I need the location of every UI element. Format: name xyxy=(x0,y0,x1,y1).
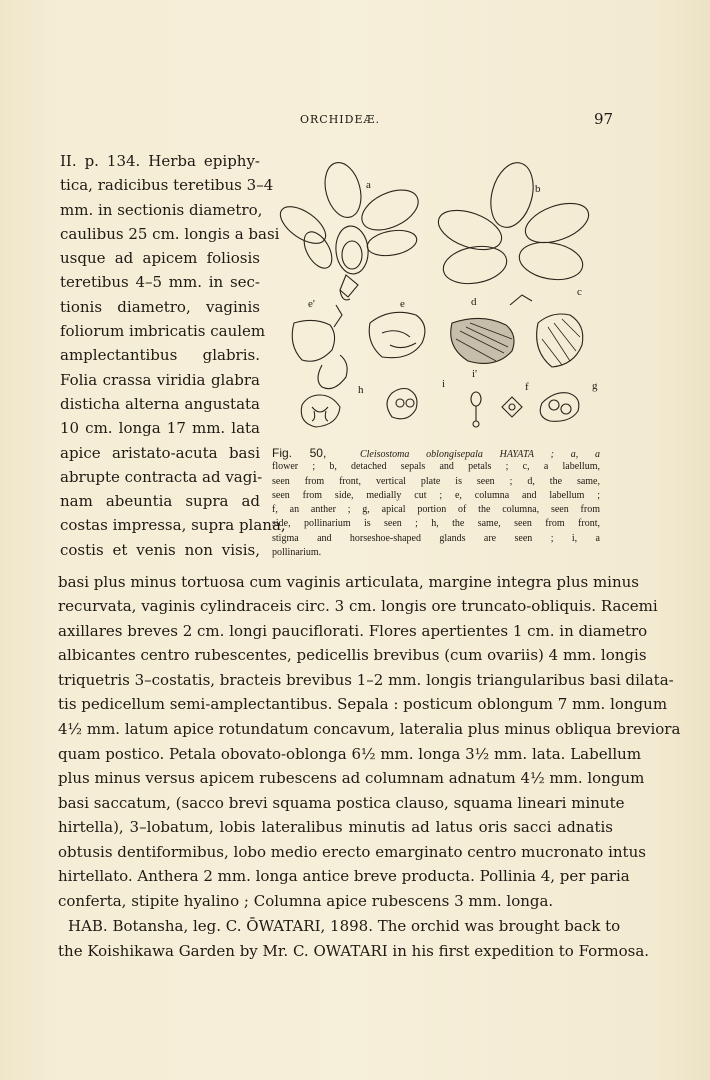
caption-line: seen from side, medially cut ; e, columna and labellum ; xyxy=(272,489,600,501)
figure-i-pollinarium xyxy=(387,389,417,419)
figure-c-labellum-front xyxy=(537,314,583,367)
column-line: costis et venis non visis, xyxy=(60,541,260,559)
caption-line: flower ; b, detached sepals and petals ; c, a labellum, xyxy=(272,461,600,473)
habitat-line: HAB. Botansha, leg. C. ŌWATARI, 1898. The orchid was brought back to xyxy=(68,917,621,935)
habitat-line: the Koishikawa Garden by Mr. C. OWATARI in his first expedition to Formosa. xyxy=(58,942,650,960)
column-line: Folia crassa viridia glabra xyxy=(60,371,260,389)
page-number: 97 xyxy=(594,110,614,128)
plate-letter-b: b xyxy=(535,183,541,195)
plate-letter-e: e xyxy=(400,298,405,310)
plate-letter-h: h xyxy=(358,384,364,396)
column-line: caulibus 25 cm. longis a basi xyxy=(60,225,280,243)
column-line: usque ad apicem foliosis xyxy=(60,249,260,267)
column-line: 10 cm. longa 17 mm. lata xyxy=(60,419,260,437)
orchid-illustration xyxy=(270,155,600,440)
column-line: foliorum imbricatis caulem xyxy=(60,322,266,340)
column-line: costas impressa, supra plana, xyxy=(60,516,286,534)
figure-i-prime-pollinarium xyxy=(471,392,481,427)
figure-a-flower xyxy=(274,159,424,300)
body-line: quam postico. Petala obovato-oblonga 6½ mm. longa 3½ mm. lata. Labellum xyxy=(58,745,642,763)
plate-letter-c: c xyxy=(577,286,582,298)
figure-b-sepals-petals xyxy=(433,158,594,288)
body-line: obtusis dentiformibus, lobo medio erecto emarginato centro mucronato intus xyxy=(58,843,646,861)
body-line: basi plus minus tortuosa cum vaginis articulata, margine integra plus minus xyxy=(58,573,639,591)
caption-line: seen from front, vertical plate is seen ; d, the same, xyxy=(272,475,600,487)
column-line: amplectantibus glabris. xyxy=(60,346,260,364)
caption-line: Cleisostoma oblongisepala HAYATA ; a, a xyxy=(359,449,601,460)
caption-line: pollinarium. xyxy=(272,547,322,559)
figure-caption xyxy=(272,446,600,560)
figure-label: Fig. 50, xyxy=(272,446,327,460)
column-line: teretibus 4–5 mm. in sec- xyxy=(60,273,260,291)
column-line: disticha alterna angustata xyxy=(60,395,260,413)
figure-d-labellum-side xyxy=(451,295,532,363)
figure-g-apical-columna xyxy=(540,393,579,422)
plate-letter-i-prime: i' xyxy=(472,368,478,380)
body-line: hirtellato. Anthera 2 mm. longa antice breve producta. Pollinia 4, per paria xyxy=(58,867,630,885)
figure-f-anther xyxy=(502,397,522,417)
column-line: tica, radicibus teretibus 3–4 xyxy=(60,176,274,194)
caption-line: side, pollinarium is seen ; h, the same, seen from front, xyxy=(272,518,600,530)
body-line: tis pedicellum semi-amplectantibus. Sepala : posticum oblongum 7 mm. longum xyxy=(58,695,668,713)
column-line: apice aristato-acuta basi xyxy=(60,444,260,462)
plate-letter-i: i xyxy=(442,378,446,390)
column-line: mm. in sectionis diametro, xyxy=(60,201,263,219)
figure-e-columna-labellum xyxy=(369,312,425,357)
body-line: triquetris 3–costatis, bracteis brevibus 1–2 mm. longis triangularibus basi dilata- xyxy=(58,671,674,689)
figure-e-prime-column xyxy=(292,305,347,389)
figure-h-column-front xyxy=(301,395,340,427)
body-line: recurvata, vaginis cylindraceis circ. 3 cm. longis ore truncato-obliquis. Racemi xyxy=(58,597,658,615)
caption-line-first xyxy=(272,446,600,460)
column-line: II. p. 134. Herba epiphy- xyxy=(60,152,260,170)
body-line: axillares breves 2 cm. longi pauciflorati. Flores apertientes 1 cm. in diametro xyxy=(58,622,648,640)
caption-line: stigma and horseshoe-shaped glands are seen ; i, a xyxy=(272,532,600,544)
plate-letter-a: a xyxy=(366,179,371,191)
body-line: plus minus versus apicem rubescens ad columnam adnatum 4½ mm. longum xyxy=(58,769,645,787)
column-line: abrupte contracta ad vagi- xyxy=(60,468,263,486)
body-line: conferta, stipite hyalino ; Columna apice rubescens 3 mm. longa. xyxy=(58,892,554,910)
body-line: basi saccatum, (sacco brevi squama postica clauso, squama lineari minute xyxy=(58,794,625,812)
column-line: nam abeuntia supra ad xyxy=(60,492,260,510)
plate-letter-f: f xyxy=(525,381,529,393)
running-title: ORCHIDEÆ. xyxy=(300,113,381,126)
body-line: 4½ mm. latum apice rotundatum concavum, lateralia plus minus obliqua breviora xyxy=(58,720,681,738)
caption-line: f, an anther ; g, apical portion of the columna, seen from xyxy=(272,504,600,516)
plate-letter-e-prime: e' xyxy=(308,298,315,310)
column-line: tionis diametro, vaginis xyxy=(60,298,260,316)
body-line: hirtella), 3–lobatum, lobis lateralibus minutis ad latus oris sacci adnatis xyxy=(58,818,613,836)
plate-letter-d: d xyxy=(471,296,477,308)
body-line: albicantes centro rubescentes, pedicellis brevibus (cum ovariis) 4 mm. longis xyxy=(58,646,647,664)
plate-letter-g: g xyxy=(592,380,598,392)
